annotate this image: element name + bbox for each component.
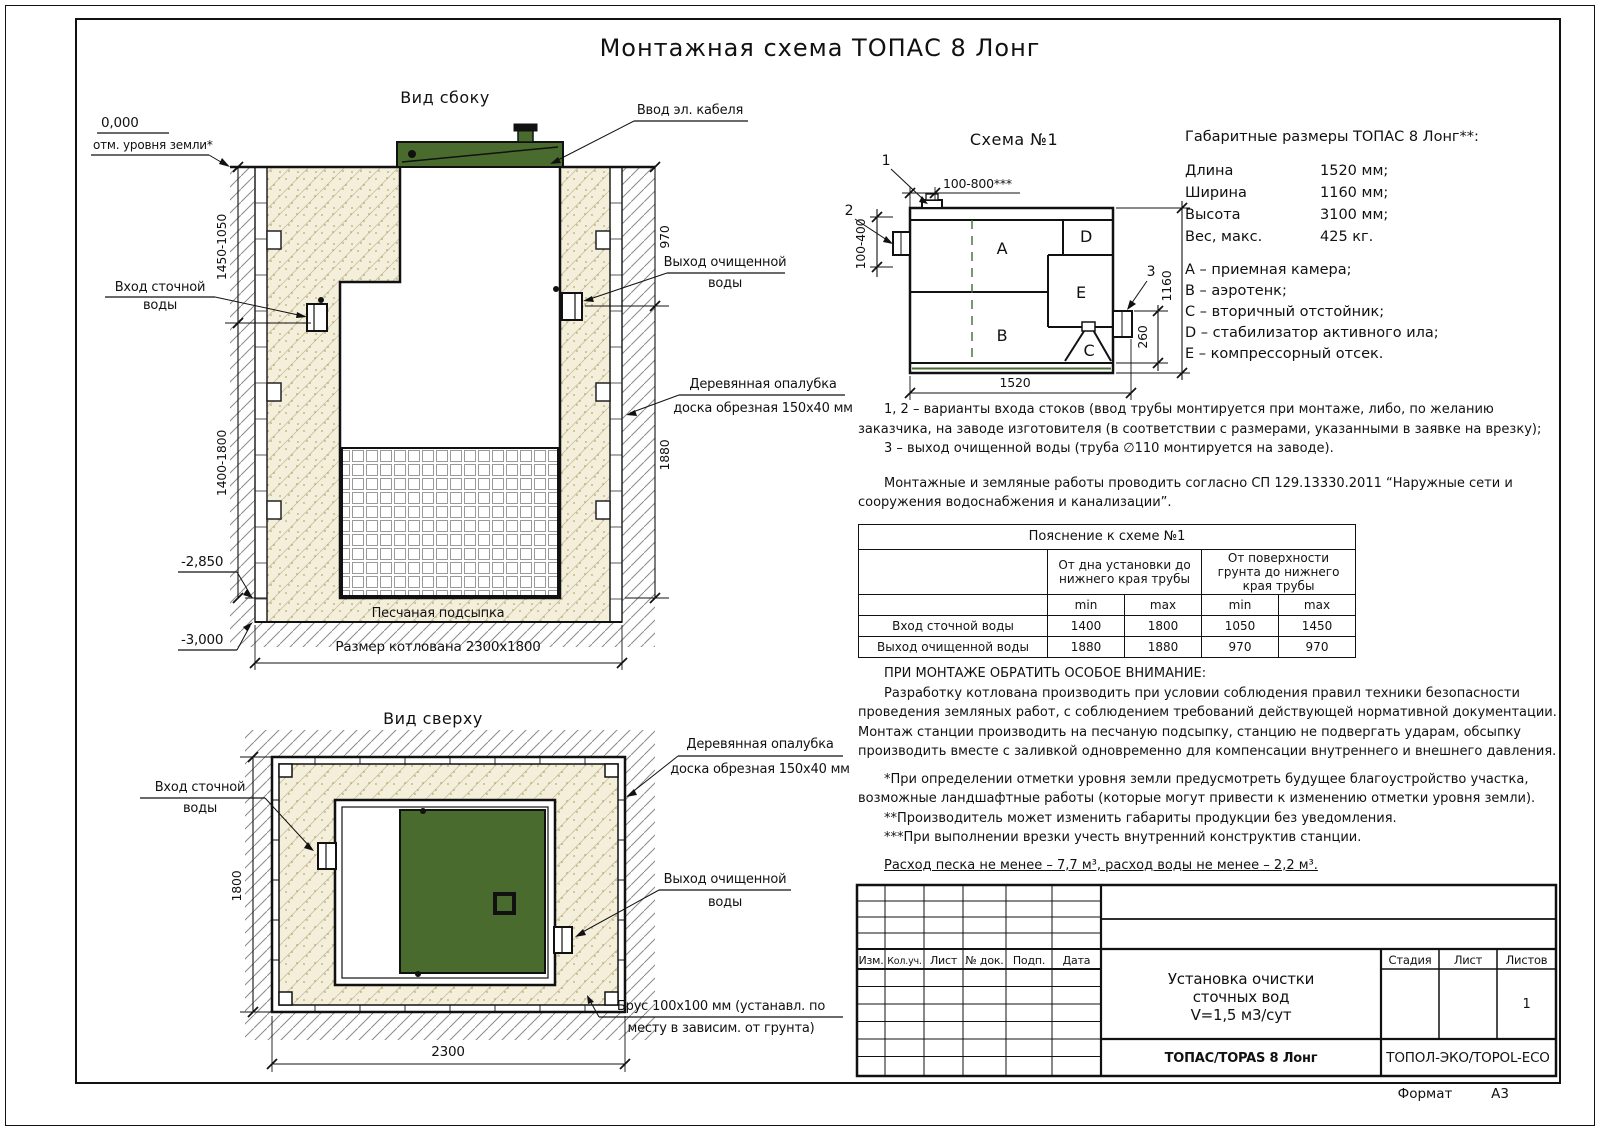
elevation-3000: -3,000: [181, 632, 224, 648]
specs-block: [1185, 126, 1565, 365]
cable-entry-label: Ввод эл. кабеля: [636, 103, 744, 118]
legend-item: A – приемная камера;: [1185, 262, 1352, 278]
callout-3: 3: [1146, 264, 1156, 280]
footnote-3: ***При выполнении врезки учесть внутренний конструктив станции.: [884, 830, 1362, 845]
tv-outlet-label-line1: Выход очищенной: [663, 872, 787, 887]
pit-size-label: Размер котлована 2300x1800: [335, 639, 541, 655]
table-max-header: max: [1125, 595, 1202, 616]
page-title: Монтажная схема ТОПАС 8 Лонг: [599, 34, 1041, 62]
side-view-drawing: [85, 85, 885, 695]
inlet-label-line2: воды: [142, 298, 178, 313]
note-outlet: 3 – выход очищенной воды (труба ∅110 монтируется на заводе).: [884, 441, 1334, 456]
tv-outlet-label-line2: воды: [707, 895, 743, 910]
ground-level-label: отм. уровня земли*: [93, 138, 213, 152]
tank-lid: [397, 124, 563, 167]
schema-dim-outlet: 260: [1135, 325, 1150, 349]
formwork-label-line1: Деревянная опалубка: [689, 377, 837, 392]
schema-dim-bottom: 1520: [999, 375, 1031, 390]
tv-inlet-label-line1: Вход сточной: [154, 780, 246, 795]
stamp-col-list: Лист: [929, 954, 958, 967]
dim-left-upper: 1450-1050: [214, 213, 229, 281]
dim-top-view-width: 2300: [431, 1044, 465, 1060]
dim-right-upper: 970: [657, 225, 672, 249]
footnote-1: *При определении отметки уровня земли предусмотреть будущее благоустройство участка, возможные ландшафтные работы (которые могут привести к изменению отметки уровня земли).: [858, 771, 1536, 806]
table-group2: От поверхности грунта до нижнего края трубы: [1202, 550, 1356, 595]
schema-title: Схема №1: [969, 130, 1059, 149]
callout-1: 1: [881, 153, 891, 169]
table-title: Пояснение к схеме №1: [859, 525, 1356, 550]
stamp-col-izm: Изм.: [858, 954, 884, 967]
stamp-sheet-label: Лист: [1453, 953, 1483, 967]
side-view-title: Вид сбоку: [400, 88, 490, 107]
footnote-2: **Производитель может изменить габариты продукции без уведомления.: [884, 810, 1397, 826]
note-variants: 1, 2 – варианты входа стоков (ввод трубы монтируется при монтаже, либо, по желанию заказчика, на заводе изготовителя (в соответствии с размерами, указанными в заявке на врезку);: [858, 402, 1542, 437]
schema-dim-left: 100-400: [853, 218, 868, 270]
dim-top-view-height: 1800: [229, 870, 244, 902]
section-legend: [1185, 260, 1565, 365]
sand-bed-label: Песчаная подсыпка: [371, 606, 505, 621]
legend-item: D – стабилизатор активного ила;: [1185, 325, 1439, 341]
stamp-col-ndok: № док.: [965, 954, 1004, 967]
legend-item: C – вторичный отстойник;: [1185, 304, 1385, 320]
note-works: Монтажные и земляные работы проводить согласно СП 129.13330.2011 “Наружные сети и сооружения водоснабжения и канализации”.: [858, 475, 1513, 510]
top-view-tank: [318, 800, 572, 985]
top-view-drawing: [85, 690, 885, 1090]
attention-body: Разработку котлована производить при условии соблюдения правил техники безопасности проведения земляных работ, с соблюдением требований действующей нормативной документации. Монтаж станции производить на песчаную подсыпку, станцию не подвергать ударам, обсыпку производить вместе с заливкой одновременно для компенсации внутреннего и внешнего давления.: [858, 685, 1557, 759]
stamp-company: ТОПОЛ-ЭКО/TOPOL-ECO: [1386, 1050, 1550, 1066]
stamp-sheets-value: 1: [1522, 997, 1531, 1012]
spec-row: Ширина 1160 мм;: [1185, 185, 1389, 201]
legend-item: E – компрессорный отсек.: [1185, 346, 1384, 362]
schema-drawing: [830, 125, 1200, 415]
stamp-doc-title-3: V=1,5 м3/сут: [1190, 1006, 1292, 1024]
table-row: Выход очищенной воды 1880 1880 970 970: [859, 637, 1356, 658]
beam-label-line2: месту в зависим. от грунта): [627, 1021, 815, 1036]
section-e: E: [1076, 283, 1086, 302]
spec-row: Высота 3100 мм;: [1185, 207, 1389, 223]
spec-row: Вес, макс. 425 кг.: [1185, 229, 1374, 245]
top-view-title: Вид сверху: [383, 709, 483, 728]
section-c: C: [1083, 341, 1095, 360]
title-block: [856, 878, 1558, 1078]
outlet-label-line2: воды: [707, 276, 743, 291]
tv-formwork-label-line1: Деревянная опалубка: [686, 737, 834, 752]
stamp-doc-title-1: Установка очистки: [1167, 970, 1315, 988]
stamp-col-podp: Подп.: [1012, 954, 1046, 967]
table-min-header: min: [1202, 595, 1279, 616]
schema-dim-top: 100-800***: [943, 176, 1012, 191]
dim-right-lower: 1880: [657, 439, 672, 471]
legend-item: B – аэротенк;: [1185, 283, 1287, 299]
attention-title: ПРИ МОНТАЖЕ ОБРАТИТЬ ОСОБОЕ ВНИМАНИЕ:: [884, 666, 1207, 681]
tv-formwork-label-line2: доска обрезная 150x40 мм: [670, 762, 850, 777]
explanation-table: [858, 524, 1356, 658]
inlet-label-line1: Вход сточной: [114, 280, 206, 295]
formwork-label-line2: доска обрезная 150x40 мм: [673, 401, 853, 416]
outlet-label-line1: Выход очищенной: [663, 255, 787, 270]
table-max-header: max: [1279, 595, 1356, 616]
stamp-stage-label: Стадия: [1388, 953, 1432, 967]
spec-row: Длина 1520 мм;: [1185, 163, 1389, 179]
stamp-sheets-label: Листов: [1505, 953, 1548, 967]
notes-block: [858, 400, 1552, 513]
table-group1: От дна установки до нижнего края трубы: [1048, 550, 1202, 595]
table-empty-cell: [859, 595, 1048, 616]
stamp-col-data: Дата: [1062, 954, 1091, 967]
tv-inlet-label-line2: воды: [182, 801, 218, 816]
consumption-note: Расход песка не менее – 7,7 м³, расход воды не менее – 2,2 м³.: [884, 857, 1318, 873]
callout-2: 2: [844, 203, 854, 219]
attention-block: [858, 664, 1558, 875]
section-a: A: [996, 239, 1008, 258]
format-label: Формат: [1397, 1086, 1453, 1102]
elevation-2850: -2,850: [181, 554, 224, 570]
section-b: B: [996, 326, 1008, 345]
stamp-doc-title-2: сточных вод: [1192, 988, 1290, 1006]
table-row: Вход сточной воды 1400 1800 1050 1450: [859, 616, 1356, 637]
section-d: D: [1079, 227, 1093, 246]
dim-left-lower: 1400-1800: [214, 429, 229, 497]
stamp-col-koluch: Кол.уч.: [887, 956, 922, 967]
schema-dim-right: 1160: [1159, 270, 1174, 302]
beam-label-line1: Брус 100x100 мм (устанавл. по: [616, 999, 826, 1014]
table-empty-cell: [859, 550, 1048, 595]
specs-title: Габаритные размеры ТОПАС 8 Лонг**:: [1185, 129, 1479, 145]
stamp-product: ТОПАС/TOPAS 8 Лонг: [1164, 1051, 1318, 1066]
table-min-header: min: [1048, 595, 1125, 616]
schema-tank: [893, 194, 1132, 373]
elevation-zero: 0,000: [101, 115, 139, 131]
format-value: А3: [1491, 1086, 1509, 1102]
